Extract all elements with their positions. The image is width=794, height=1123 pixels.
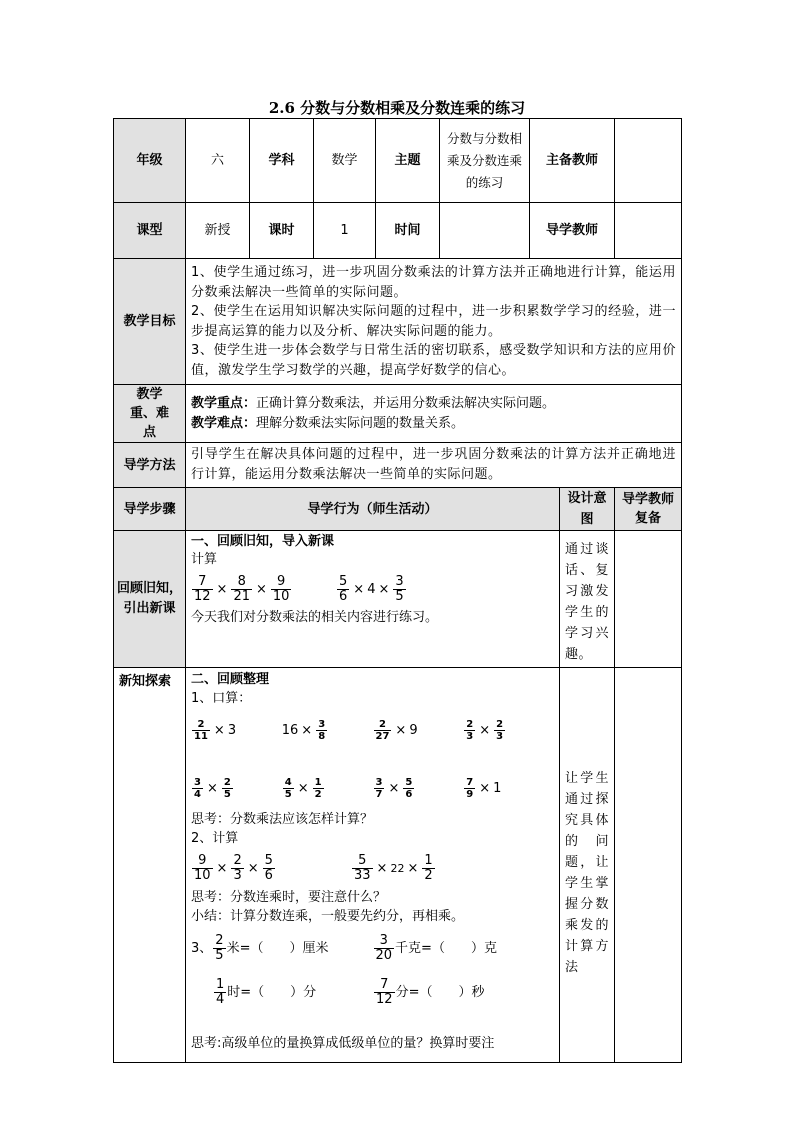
section1-row: [114, 531, 682, 668]
grade-value: 六: [186, 119, 250, 203]
summary: 小结：计算分数连乘，一般要先约分，再相乘。: [191, 909, 465, 924]
oral-row-1: [191, 708, 554, 752]
think-3: 思考:高级单位的量换算成低级单位的量？换算时要注: [191, 1036, 495, 1051]
steps-step-header: 导学步骤: [114, 488, 186, 531]
think-2: 思考：分数连乘时，要注意什么？: [191, 890, 387, 905]
unit-row-1: [191, 926, 554, 970]
goals-row: [114, 259, 682, 385]
section2-design: 让学生通过探究具体的问题，让学生掌握分数乘发的计算方法: [560, 668, 615, 1063]
section2-heading: 二、回顾整理: [191, 672, 270, 687]
type-value: 新授: [186, 203, 250, 259]
section1-expressions: [191, 569, 554, 609]
steps-design-header: 设计意图: [560, 488, 615, 531]
oral-row-2: [191, 766, 554, 810]
period-value: 1: [314, 203, 376, 259]
section2-review: [615, 668, 682, 1063]
steps-review-header: 导学教师复备: [615, 488, 682, 531]
calc-label: 2、计算: [191, 831, 239, 846]
goals-content: [186, 259, 682, 385]
oral-expr: $\frac{4}{5}$ × $\frac{1}{2}$: [284, 776, 322, 800]
section2-label: 新知探索: [114, 668, 186, 1063]
goal-item-1: 1、使学生通过练习，进一步巩固分数乘法的计算方法并正确地进行计算，能运用分数乘法解决一些简单的实际问题。: [191, 265, 677, 300]
section1-expr-1: $\frac{7}{12}$ × $\frac{8}{21}$ × $\frac{9}{10}$: [194, 573, 290, 604]
oral-expr: $\frac{2}{3}$ × $\frac{2}{3}$: [466, 718, 504, 742]
grade-label: 年级: [114, 119, 186, 203]
section1-label: 回顾旧知，引出新课: [114, 531, 186, 668]
calc-expressions: [191, 848, 554, 888]
think-1: 思考：分数乘法应该怎样计算？: [191, 812, 374, 827]
method-text: 引导学生在解决具体问题的过程中，进一步巩固分数乘法的计算方法并正确地进行计算，能运用分数乘法解决一些简单的实际问题。: [186, 443, 682, 488]
calc-expr-1: $\frac{9}{10}$ × $\frac{2}{3}$ × $\frac{5}{6}$: [194, 852, 273, 883]
unit-q3: $\frac{1}{4}$ 时=（ ）分: [216, 976, 317, 1007]
oral-expr: $\frac{3}{4}$ × $\frac{2}{5}$: [194, 776, 231, 800]
steps-activity-header: 导学行为（师生活动）: [186, 488, 560, 531]
steps-header-row: [114, 488, 682, 531]
teacher-value: [615, 119, 682, 203]
unit-q1: 3、 $\frac{2}{5}$ 米=（ ）厘米: [191, 932, 329, 963]
goal-item-3: 3、使学生进一步体会数学与日常生活的密切联系，感受数学知识和方法的应用价值，激发学生学习数学的兴趣，提高学好数学的信心。: [191, 343, 677, 378]
oral-expr: $\frac{2}{27}$ × 9: [375, 718, 418, 742]
unit-row-2: [191, 970, 554, 1014]
goal-item-2: 2、使学生在运用知识解决实际问题的过程中，进一步积累数学学习的经验，进一步提高运算的能力以及分析、解决实际问题的能力。: [191, 304, 677, 339]
key-point-label: 教学重点：: [191, 395, 257, 411]
oral-expr: $\frac{2}{11}$ × 3: [194, 718, 237, 742]
section1-review: [615, 531, 682, 668]
difficulty-text: 理解分数乘法实际问题的数量关系。: [256, 415, 465, 431]
subject-value: 数学: [314, 119, 376, 203]
section1-expr-2: $\frac{5}{6}$ × 4 × $\frac{3}{5}$: [339, 573, 404, 604]
teacher-label: 主备教师: [530, 119, 615, 203]
section1-design: 通过谈话、复习激发学生的学习兴趣。: [560, 531, 615, 668]
keypoints-row: [114, 385, 682, 443]
section1-heading: 一、回顾旧知，导入新课: [191, 534, 335, 549]
oral-expr: $\frac{3}{7}$ × $\frac{5}{6}$: [375, 776, 413, 800]
period-label: 课时: [250, 203, 314, 259]
type-label: 课型: [114, 203, 186, 259]
topic-label: 主题: [376, 119, 440, 203]
header-row-1: [114, 119, 682, 203]
page-title: 2.6 分数与分数相乘及分数连乘的练习: [268, 99, 526, 117]
difficulty-label: 教学难点：: [191, 415, 257, 431]
guide-label: 导学教师: [530, 203, 615, 259]
oral-expr: 16 × $\frac{3}{8}$: [281, 718, 326, 742]
calc-expr-2: $\frac{5}{33}$ × 22 × $\frac{1}{2}$: [354, 852, 433, 883]
section2-content: [186, 668, 560, 1063]
method-row: [114, 443, 682, 488]
section1-calc-label: 计算: [191, 552, 218, 567]
time-value: [440, 203, 530, 259]
time-label: 时间: [376, 203, 440, 259]
unit-q4: $\frac{7}{12}$ 分=（ ）秒: [376, 976, 485, 1007]
lesson-plan-table: [113, 118, 682, 1063]
section2-row: [114, 668, 682, 1063]
section1-closing: 今天我们对分数乘法的相关内容进行练习。: [191, 610, 439, 625]
unit-q2: $\frac{3}{20}$ 千克=（ ）克: [375, 932, 497, 963]
key-point-text: 正确计算分数乘法，并运用分数乘法解决实际问题。: [256, 395, 556, 411]
topic-value: 分数与分数相乘及分数连乘的练习: [440, 119, 530, 203]
header-row-2: [114, 203, 682, 259]
method-label: 导学方法: [114, 443, 186, 488]
goals-label: 教学目标: [114, 259, 186, 385]
section1-content: [186, 531, 560, 668]
oral-expr: $\frac{7}{9}$ × 1: [466, 776, 502, 800]
keypoints-content: [186, 385, 682, 443]
keypoints-label: 教学重、难点: [114, 385, 186, 443]
subject-label: 学科: [250, 119, 314, 203]
oral-label: 1、口算：: [191, 691, 252, 706]
guide-value: [615, 203, 682, 259]
